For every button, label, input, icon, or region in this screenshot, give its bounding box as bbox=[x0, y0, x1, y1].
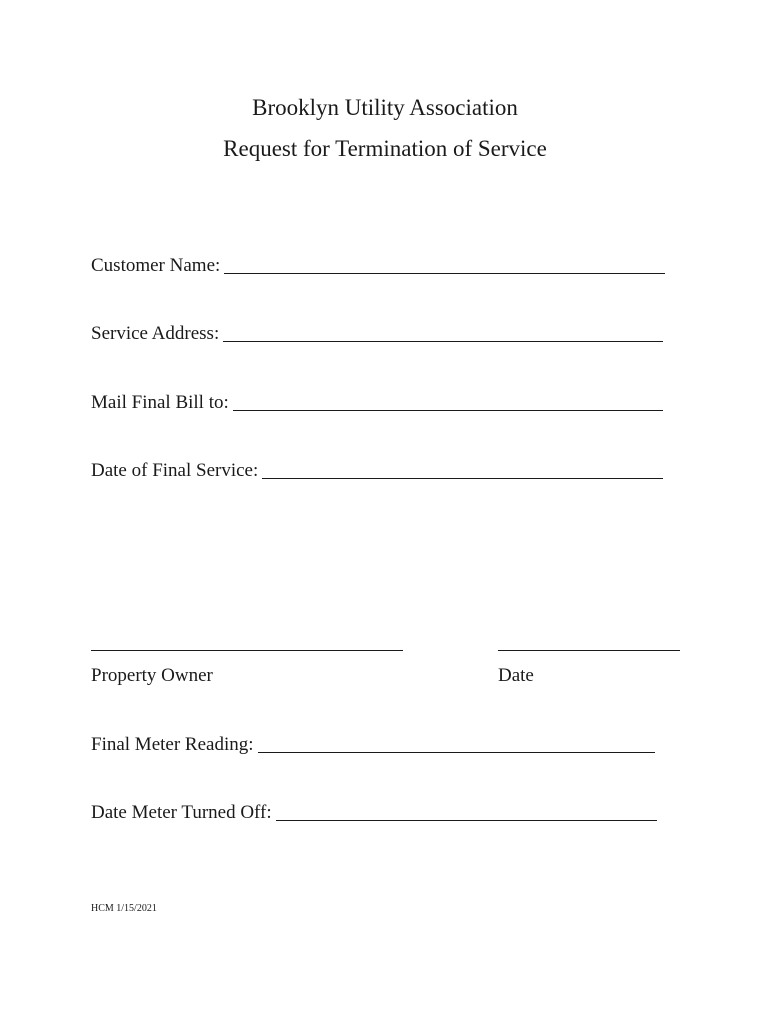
signature-date-line[interactable] bbox=[498, 650, 680, 651]
date-meter-turned-off-label: Date Meter Turned Off: bbox=[91, 802, 272, 823]
date-meter-turned-off-field[interactable] bbox=[276, 802, 657, 821]
date-final-service-label: Date of Final Service: bbox=[91, 460, 259, 481]
customer-name-row bbox=[91, 254, 665, 278]
service-address-field[interactable] bbox=[223, 323, 663, 342]
date-final-service-row bbox=[91, 459, 663, 483]
service-address-row bbox=[91, 322, 663, 346]
date-final-service-field[interactable] bbox=[262, 460, 663, 479]
customer-name-field[interactable] bbox=[224, 255, 665, 274]
organization-title: Brooklyn Utility Association bbox=[252, 95, 518, 120]
date-meter-turned-off-row bbox=[91, 801, 657, 825]
final-meter-reading-label: Final Meter Reading: bbox=[91, 734, 254, 755]
final-meter-reading-row bbox=[91, 733, 655, 757]
property-owner-label: Property Owner bbox=[91, 665, 213, 686]
mail-final-bill-row bbox=[91, 391, 663, 415]
form-title: Request for Termination of Service bbox=[223, 136, 547, 161]
service-address-label: Service Address: bbox=[91, 323, 220, 344]
signature-date-label: Date bbox=[498, 665, 534, 686]
final-meter-reading-field[interactable] bbox=[258, 734, 655, 753]
customer-name-label: Customer Name: bbox=[91, 255, 221, 276]
mail-final-bill-field[interactable] bbox=[233, 392, 663, 411]
property-owner-signature-line[interactable] bbox=[91, 650, 403, 651]
mail-final-bill-label: Mail Final Bill to: bbox=[91, 392, 229, 413]
form-revision: HCM 1/15/2021 bbox=[91, 903, 157, 914]
